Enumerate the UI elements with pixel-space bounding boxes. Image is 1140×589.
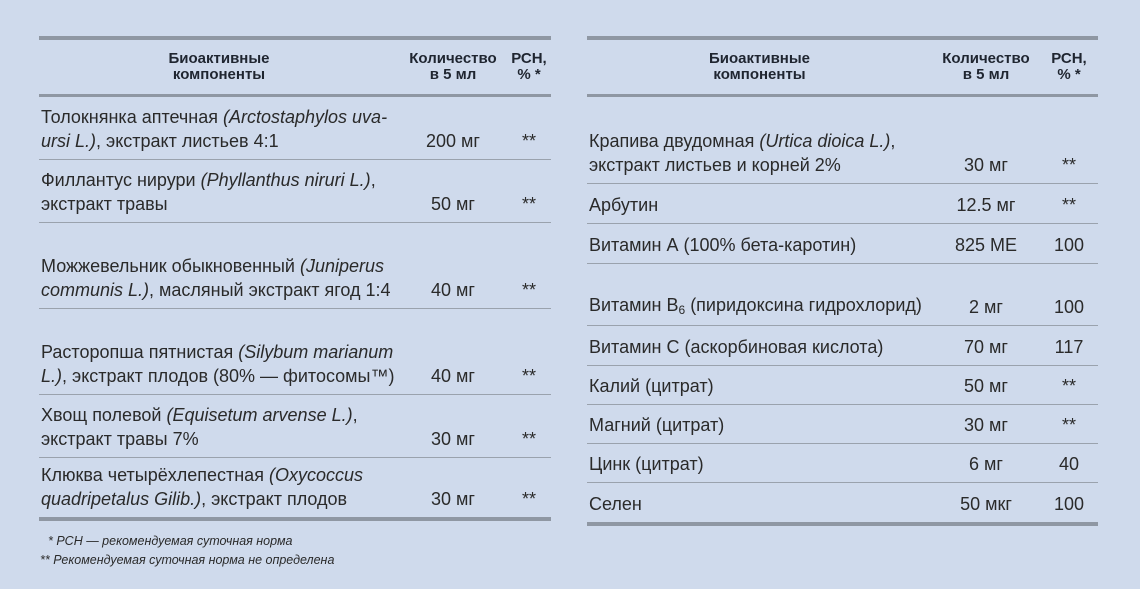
component-name: Хвощ полевой (Equisetum arvense L.), экстракт травы 7% (41, 405, 358, 449)
component-rda: 40 (1058, 454, 1080, 474)
component-rda: ** (521, 131, 536, 151)
component-rda: ** (521, 429, 536, 449)
component-rda: ** (521, 280, 536, 300)
component-name: Арбутин (589, 195, 659, 215)
component-quantity: 50 мг (964, 376, 1008, 396)
component-name: Селен (589, 494, 642, 514)
table-row (587, 326, 1098, 366)
table-row (587, 97, 1098, 184)
component-rda: ** (521, 366, 536, 386)
table-row (39, 160, 551, 223)
component-quantity: 825 МЕ (954, 235, 1018, 255)
footnote-undefined: ** Рекомендуемая суточная норма не определена (40, 553, 335, 567)
component-rda: 117 (1054, 337, 1084, 357)
component-rda: 100 (1053, 235, 1085, 255)
table-row (587, 184, 1098, 224)
table-row (587, 483, 1098, 522)
component-name: Можжевельник обыкновенный (Juniperus communis L.), масляный экстракт ягод 1:4 (41, 256, 391, 300)
component-rda: ** (1061, 415, 1076, 435)
component-quantity: 70 мг (964, 337, 1008, 357)
component-name: Витамин А (100% бета-каротин) (589, 235, 857, 255)
right-composition-table (587, 36, 1098, 526)
table-row (39, 97, 551, 160)
component-quantity: 30 мг (964, 415, 1008, 435)
footnotes (40, 532, 334, 570)
component-name: Клюква четырёхлепестная (Oxycoccus quadripetalus Gilib.), экстракт плодов (41, 465, 363, 509)
component-rda: 100 (1053, 297, 1085, 317)
component-name: Цинк (цитрат) (589, 454, 704, 474)
component-rda: ** (1061, 155, 1076, 175)
component-name: Магний (цитрат) (589, 415, 725, 435)
table-row (587, 444, 1098, 483)
component-quantity: 12.5 мг (956, 195, 1016, 215)
header-rda: РСН, % * (511, 50, 547, 83)
table-row (587, 224, 1098, 264)
component-rda: ** (1061, 195, 1076, 215)
table-row (39, 309, 551, 395)
table-row (587, 366, 1098, 405)
component-rda: ** (1061, 376, 1076, 396)
table-row (587, 405, 1098, 444)
component-name: Толокнянка аптечная (Arctostaphylos uva-ursi L.), экстракт листьев 4:1 (41, 107, 388, 151)
header-rda: РСН, % * (1051, 50, 1087, 83)
component-quantity: 30 мг (431, 489, 475, 509)
component-quantity: 40 мг (431, 366, 475, 386)
table-header (587, 40, 1098, 97)
component-rda: 100 (1053, 494, 1085, 514)
component-quantity: 30 мг (431, 429, 475, 449)
left-composition-table (39, 36, 551, 521)
component-name: Витамин В6 (пиридоксина гидрохлорид) (589, 295, 922, 317)
table-header (39, 40, 551, 97)
component-quantity: 2 мг (969, 297, 1003, 317)
header-component: Биоактивные компоненты (708, 50, 810, 83)
header-quantity: Количество в 5 мл (409, 50, 497, 83)
component-rda: ** (521, 194, 536, 214)
table-row (39, 458, 551, 517)
component-name: Расторопша пятнистая (Silybum marianum L.), экстракт плодов (80% — фитосомы™) (41, 342, 395, 386)
table-row (39, 223, 551, 309)
component-name: Филлантус нирури (Phyllanthus niruri L.), экстракт травы (41, 170, 376, 214)
component-quantity: 6 мг (969, 454, 1003, 474)
table-row (39, 395, 551, 458)
component-quantity: 50 мкг (960, 494, 1012, 514)
component-quantity: 50 мг (431, 194, 475, 214)
component-quantity: 30 мг (964, 155, 1008, 175)
component-quantity: 200 мг (426, 131, 480, 151)
header-component: Биоактивные компоненты (168, 50, 270, 83)
component-name: Витамин С (аскорбиновая кислота) (589, 337, 884, 357)
table-row (587, 264, 1098, 326)
component-quantity: 40 мг (431, 280, 475, 300)
component-name: Калий (цитрат) (589, 376, 714, 396)
component-name: Крапива двудомная (Urtica dioica L.), экстракт листьев и корней 2% (589, 131, 896, 175)
footnote-rda: * РСН — рекомендуемая суточная норма (48, 534, 293, 548)
header-quantity: Количество в 5 мл (942, 50, 1030, 83)
component-rda: ** (521, 489, 536, 509)
